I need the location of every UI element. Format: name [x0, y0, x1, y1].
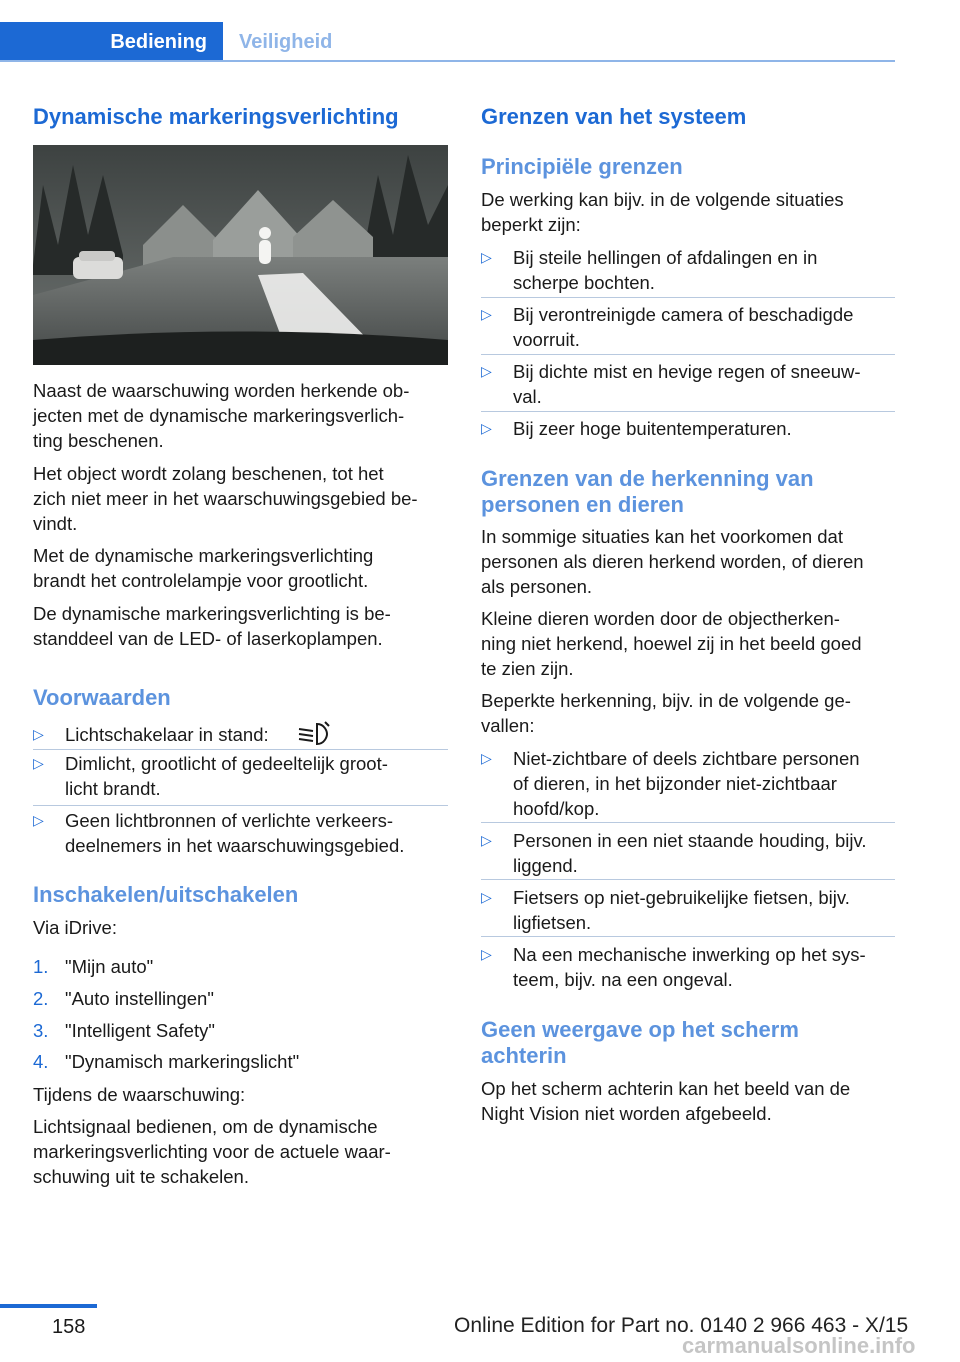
bullet-triangle-icon: ▷ [481, 750, 492, 766]
page-number: 158 [52, 1316, 86, 1338]
bullet-triangle-icon: ▷ [481, 946, 492, 962]
paragraph-line: Naast de waarschuwing worden herkende ob‐ [33, 380, 410, 401]
paragraph-line: De dynamische markeringsverlichting is be‐ [33, 603, 391, 624]
divider [33, 805, 448, 806]
list-item: 3. "Intelligent Safety" [33, 1020, 215, 1041]
subheading-voorwaarden: Voorwaarden [33, 685, 171, 710]
paragraph-line: In sommige situaties kan het voorkomen dat [481, 526, 843, 547]
list-item: 4. "Dynamisch markeringslicht" [33, 1051, 300, 1072]
bullet-triangle-icon: ▷ [33, 726, 44, 742]
list-item: ▷ Personen in een niet staande houding, bijv. liggend. [481, 830, 867, 876]
paragraph-line: Met de dynamische markeringsverlichting [33, 545, 374, 566]
subheading-weergave: achterin [481, 1043, 567, 1068]
paragraph-line: als personen. [481, 576, 593, 597]
list-item: ▷ Lichtschakelaar in stand: [33, 722, 448, 747]
paragraph-line: Kleine dieren worden door de objectherken‐ [481, 608, 840, 629]
list-item: 2. "Auto instellingen" [33, 988, 214, 1009]
list-item: ▷ Dimlicht, grootlicht of gedeeltelijk groot‐ licht brandt. [33, 753, 388, 799]
paragraph-line: Op het scherm achterin kan het beeld van de [481, 1078, 851, 1099]
tab-bediening[interactable]: Bediening [0, 22, 223, 62]
paragraph-line: ning niet herkend, hoewel zij in het beeld goed [481, 633, 862, 654]
bullet-triangle-icon: ▷ [481, 363, 492, 379]
bullet-triangle-icon: ▷ [481, 306, 492, 322]
tab-veiligheid[interactable]: Veiligheid [239, 30, 333, 53]
subheading-principiele: Principiële grenzen [481, 154, 683, 179]
watermark: carmanualsonline.info [682, 1333, 916, 1358]
low-beam-light-icon [295, 720, 331, 748]
list-item: ▷ Niet-zichtbare of deels zichtbare personen of dieren, in het bijzonder niet-zichtbaar hoofd/kop. [481, 748, 860, 819]
paragraph-line: Lichtsignaal bedienen, om de dynamische [33, 1116, 378, 1137]
bullet-triangle-icon: ▷ [481, 420, 492, 436]
list-item: ▷ Geen lichtbronnen of verlichte verkeers‐ deelnemers in het waarschuwingsgebied. [33, 810, 405, 856]
subheading-herkenning: personen en dieren [481, 492, 684, 517]
list-item: ▷ Fietsers op niet-gebruikelijke fietsen, bijv. ligfietsen. [481, 887, 850, 933]
paragraph-line: vindt. [33, 513, 78, 534]
paragraph-line: vallen: [481, 715, 535, 736]
paragraph-line: beperkt zijn: [481, 214, 581, 235]
paragraph-line: brandt het controlelampje voor grootlicht. [33, 570, 369, 591]
paragraph-line: markeringsverlichting voor de actuele waar‐ [33, 1141, 391, 1162]
paragraph-line: schuwing uit te schakelen. [33, 1166, 249, 1187]
bullet-triangle-icon: ▷ [33, 812, 44, 828]
header-rule [0, 60, 895, 62]
paragraph-line: standdeel van de LED- of laserkoplampen. [33, 628, 383, 649]
night-vision-illustration [33, 145, 448, 365]
subheading-herkenning: Grenzen van de herkenning van [481, 466, 814, 491]
subheading-inschakelen: Inschakelen/uitschakelen [33, 882, 299, 907]
paragraph-line: Tijdens de waarschuwing: [33, 1084, 246, 1105]
paragraph-line: personen als dieren herkend worden, of dieren [481, 551, 864, 572]
divider [481, 822, 895, 823]
divider [481, 936, 895, 937]
page-header [0, 0, 960, 64]
list-item: ▷ Na een mechanische inwerking op het sys‐ teem, bijv. na een ongeval. [481, 944, 866, 990]
bullet-triangle-icon: ▷ [481, 832, 492, 848]
section-title-grenzen: Grenzen van het systeem [481, 104, 747, 129]
divider [481, 411, 895, 412]
divider [481, 297, 895, 298]
footer-rule [0, 1304, 97, 1308]
paragraph-line: jecten met de dynamische markeringsverlich‐ [33, 405, 405, 426]
bullet-triangle-icon: ▷ [481, 249, 492, 265]
list-item: ▷ Bij steile hellingen of afdalingen en in scherpe bochten. [481, 247, 818, 293]
divider [481, 879, 895, 880]
paragraph-line: Beperkte herkenning, bijv. in de volgende ge‐ [481, 690, 851, 711]
list-item: ▷ Bij dichte mist en hevige regen of sneeuw‐ val. [481, 361, 861, 407]
paragraph-line: Het object wordt zolang beschenen, tot het [33, 463, 384, 484]
paragraph-line: Night Vision niet worden afgebeeld. [481, 1103, 772, 1124]
paragraph-line: De werking kan bijv. in de volgende situaties [481, 189, 844, 210]
divider [33, 749, 448, 750]
list-item: ▷ Bij zeer hoge buitentemperaturen. [481, 418, 792, 439]
edition-text: Online Edition for Part no. 0140 2 966 463 - X/15 [454, 1314, 909, 1337]
bullet-triangle-icon: ▷ [481, 889, 492, 905]
night-vision-image [33, 145, 448, 365]
bullet-triangle-icon: ▷ [33, 755, 44, 771]
section-title-markeringsverlichting: Dynamische markeringsverlichting [33, 104, 399, 129]
paragraph-line: zich niet meer in het waarschuwingsgebied be‐ [33, 488, 418, 509]
paragraph-line: te zien zijn. [481, 658, 574, 679]
subheading-weergave: Geen weergave op het scherm [481, 1017, 799, 1042]
list-item: ▷ Bij verontreinigde camera of beschadigde voorruit. [481, 304, 854, 350]
paragraph-line: ting beschenen. [33, 430, 164, 451]
paragraph-line: Via iDrive: [33, 917, 117, 938]
list-item: 1. "Mijn auto" [33, 956, 154, 977]
divider [481, 354, 895, 355]
